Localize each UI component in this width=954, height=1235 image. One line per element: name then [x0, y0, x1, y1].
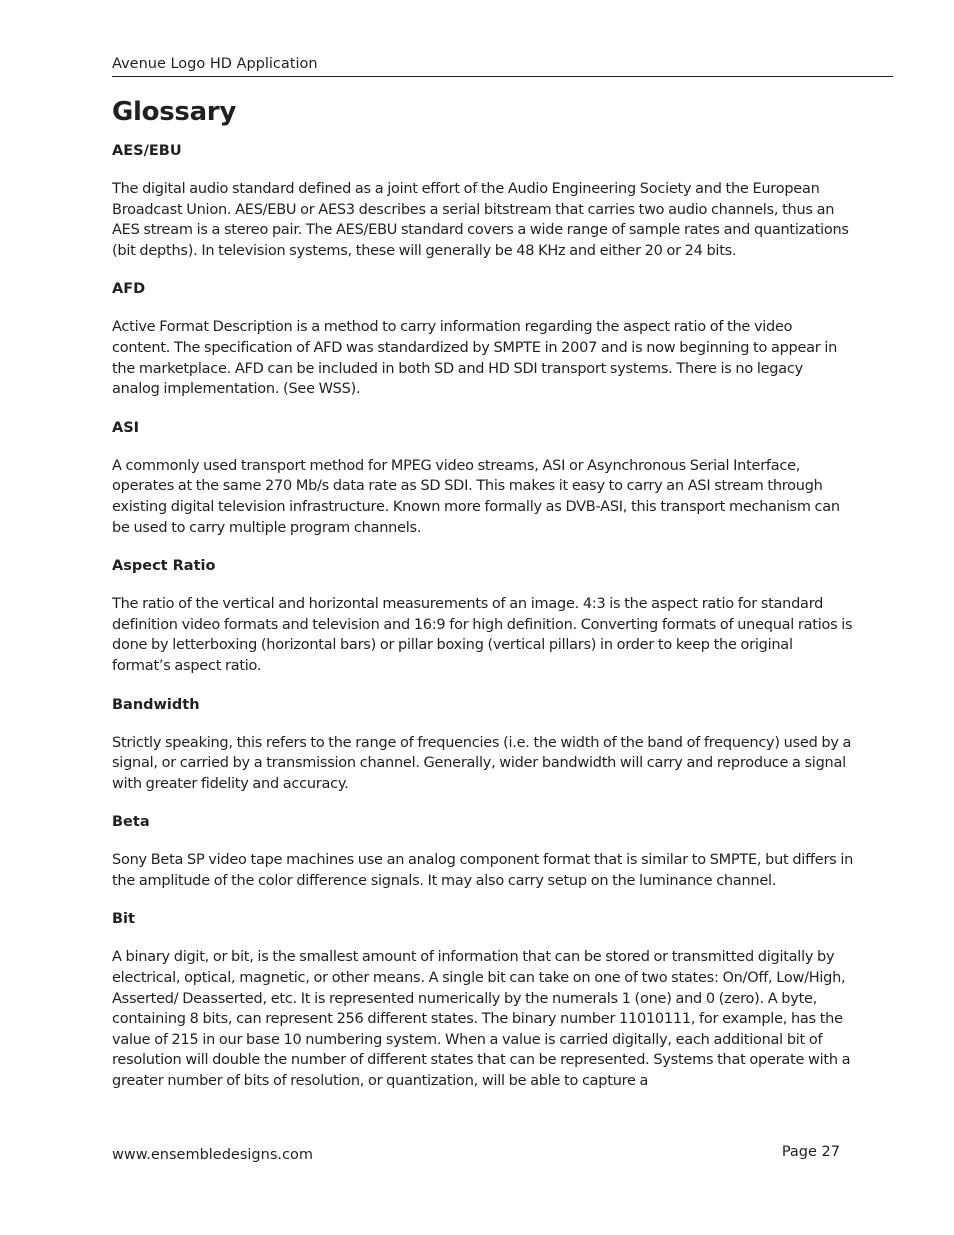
entry-definition: A binary digit, or bit, is the smallest amount of information that can be stored or transmitted digitally by electrical, optical, magnetic, or other means. A single bit can take on one of two states: On/Off, Low/High, Asserted/ Deasserted, etc. It is represented numerically by the numerals 1 (one) and 0 (zero). A byte, containing 8 bits, can represent 256 different states. The binary number 11010111, for example, has the value of 215 in our base 10 numbering system. When a value is carried digitally, each additional bit of resolution will double the number of different states that can be represented. Systems that operate with a greater number of bits of resolution, or quantization, will be able to capture a [112, 949, 851, 1090]
entry-term: ASI [112, 419, 140, 436]
glossary-entry-afd [112, 280, 854, 399]
entry-term: Aspect Ratio [112, 558, 216, 575]
glossary-entry-asi [112, 419, 854, 538]
entry-definition: Active Format Description is a method to carry information regarding the aspect ratio of the video content. The specification of AFD was standardized by SMPTE in 2007 and is now beginning to appear in the marketplace. AFD can be included in both SD and HD SDI transport systems. There is no legacy analog implementation. (See WSS). [112, 319, 838, 398]
page-title: Glossary [112, 97, 236, 127]
entry-definition: The ratio of the vertical and horizontal measurements of an image. 4:3 is the aspect ratio for standard definition video formats and television and 16:9 for high definition. Converting formats of unequal ratios is done by letterboxing (horizontal bars) or pillar boxing (vertical pillars) in order to keep the original format’s aspect ratio. [112, 596, 853, 674]
glossary-entry-aspect-ratio [112, 557, 854, 676]
glossary-entry-bandwidth [112, 696, 854, 795]
page-header [112, 55, 893, 77]
entry-term: Bit [112, 911, 135, 928]
entry-definition: The digital audio standard defined as a joint effort of the Audio Engineering Society and the European Broadcast Union. AES/EBU or AES3 describes a serial bitstream that carries two audio channels, thus an AES stream is a stereo pair. The AES/EBU standard covers a wide range of sample rates and quantizations (bit depths). In television systems, these will generally be 48 KHz and either 20 or 24 bits. [112, 181, 849, 259]
glossary-entry-aes-ebu [112, 142, 854, 261]
header-title: Avenue Logo HD Application [112, 56, 318, 72]
entry-definition: Strictly speaking, this refers to the range of frequencies (i.e. the width of the band of frequency) used by a signal, or carried by a transmission channel. Generally, wider bandwidth will carry and reproduce a signal with greater fidelity and accuracy. [112, 734, 852, 792]
glossary-entry-bit [112, 910, 854, 1091]
entry-definition: A commonly used transport method for MPEG video streams, ASI or Asynchronous Serial Interface, operates at the same 270 Mb/s data rate as SD SDI. This makes it easy to carry an ASI stream through existing digital television infrastructure. Known more formally as DVB-ASI, this transport mechanism can be used to carry multiple program channels. [112, 457, 840, 536]
glossary-content [112, 96, 854, 1111]
entry-term: Bandwidth [112, 696, 200, 713]
entry-term: Beta [112, 814, 150, 831]
entry-definition: Sony Beta SP video tape machines use an analog component format that is similar to SMPTE, but differs in the amplitude of the color difference signals. It may also carry setup on the luminance channel. [112, 852, 854, 889]
footer-page-number: Page 27 [781, 1144, 840, 1160]
entry-term: AES/EBU [112, 143, 182, 159]
footer-website: www.ensembledesigns.com [112, 1147, 313, 1163]
glossary-entry-beta [112, 813, 854, 891]
entry-term: AFD [112, 281, 146, 298]
